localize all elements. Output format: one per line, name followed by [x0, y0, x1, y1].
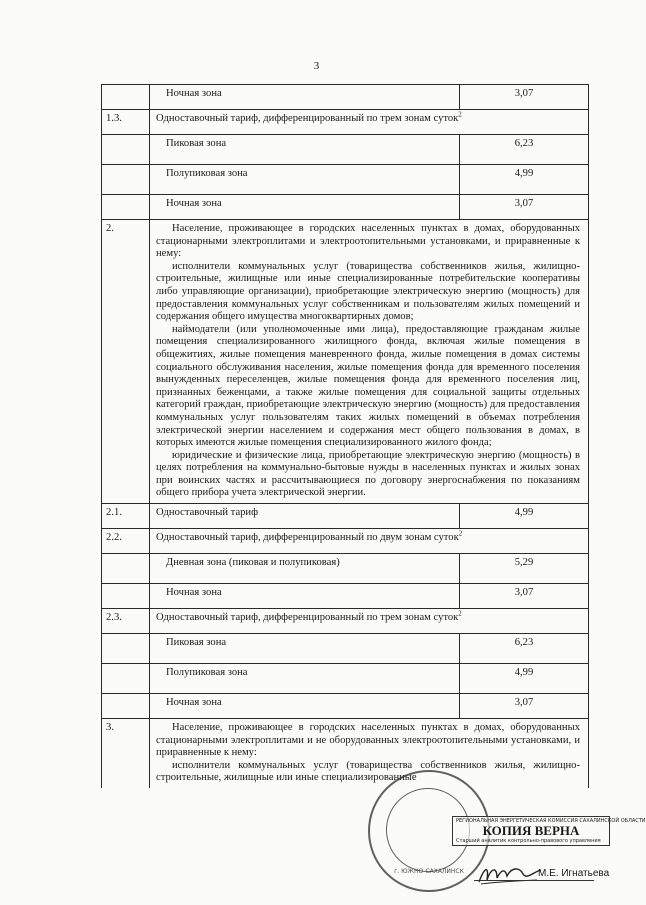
table-row	[102, 694, 589, 719]
row-number: 1.3.	[102, 110, 150, 135]
stamp-org-line: РЕГИОНАЛЬНАЯ ЭНЕРГЕТИЧЕСКАЯ КОМИССИЯ САХАЛИНСКОЙ ОБЛАСТИ	[456, 818, 646, 824]
table-row	[102, 135, 589, 165]
row-label: Полупиковая зона	[150, 664, 460, 694]
row-value: 3,07	[460, 85, 589, 110]
row-heading: Одноставочный тариф, дифференцированный по двум зонам суток$^2$	[150, 529, 589, 554]
row-number: 2.1.	[102, 504, 150, 529]
table-row	[102, 220, 589, 504]
row-number: 2.	[102, 220, 150, 504]
table-row	[102, 110, 589, 135]
seal-text: г. ЮЖНО-САХАЛИНСК	[394, 868, 464, 875]
row-value: 3,07	[460, 195, 589, 220]
table-row	[102, 529, 589, 554]
row-value: 4,99	[460, 664, 589, 694]
row-value: 4,99	[460, 504, 589, 529]
signer-name: М.Е. Игнатьева	[538, 868, 610, 879]
signature-icon	[475, 862, 545, 888]
row-value: 3,07	[460, 584, 589, 609]
row-heading: Одноставочный тариф, дифференцированный по трем зонам суток$^2$	[150, 110, 589, 135]
row-value: 6,23	[460, 634, 589, 664]
row-value: 4,99	[460, 165, 589, 195]
row-label: Ночная зона	[150, 584, 460, 609]
row-value: 6,23	[460, 135, 589, 165]
row-value: 3,07	[460, 694, 589, 719]
row-value: 5,29	[460, 554, 589, 584]
table-row	[102, 165, 589, 195]
row-label: Пиковая зона	[150, 135, 460, 165]
table-row	[102, 584, 589, 609]
table-row	[102, 554, 589, 584]
table-row	[102, 195, 589, 220]
table-row	[102, 634, 589, 664]
row-number: 2.2.	[102, 529, 150, 554]
row-label: Ночная зона	[150, 195, 460, 220]
row-label: Ночная зона	[150, 694, 460, 719]
row-description: Население, проживающее в городских населенных пунктах в домах, оборудованных стационарными электроплитами и не оборудованных электроотопительными установками, и приравненные к нему: исполнители коммунальных услуг (товарищества собственников жилья, жилищно-строительные, жилищные или иные специализированные	[150, 719, 589, 788]
row-label: Пиковая зона	[150, 634, 460, 664]
page-number: 3	[313, 60, 320, 72]
row-number: 2.3.	[102, 609, 150, 634]
row-label: Полупиковая зона	[150, 165, 460, 195]
tariff-table	[101, 84, 589, 788]
row-label: Дневная зона (пиковая и полупиковая)	[150, 554, 460, 584]
table-row	[102, 85, 589, 110]
signature-line	[474, 880, 594, 881]
copy-certified-stamp	[452, 816, 646, 846]
table-row	[102, 664, 589, 694]
table-row	[102, 504, 589, 529]
table-row	[102, 609, 589, 634]
table-row	[102, 719, 589, 788]
stamp-main-text: КОПИЯ ВЕРНА	[482, 823, 580, 838]
row-label: Ночная зона	[150, 85, 460, 110]
row-number: 3.	[102, 719, 150, 788]
row-heading: Одноставочный тариф, дифференцированный по трем зонам суток$^2$	[150, 609, 589, 634]
row-label: Одноставочный тариф	[150, 504, 460, 529]
stamp-position-line: Старший аналитик контрольно-правового управления	[456, 838, 601, 844]
row-description: Население, проживающее в городских населенных пунктах в домах, оборудованных стационарными электроплитами и электроотопительными установками, и приравненные к нему: исполнители коммунальных услуг (товарищества собственников жилья, жилищно-строительные, жилищные или иные специализированные потребительские кооперативы либо управляющие организации), приобретающие электрическую энергию (мощность) для предоставления коммунальных услуг собственникам и пользователям жилых помещений и содержания общего имущества многоквартирных домов; наймодатели (или уполномоченные ими лица), предоставляющие гражданам жилые помещения специализированного жилищного фонда, включая жилые помещения в общежитиях, жилые помещения маневренного фонда, жилые помещения в домах системы социального обслуживания населения, жилые помещения фонда для временного поселения вынужденных переселенцев, жилые помещения фонда для временного поселения лиц, признанных беженцами, а также жилые помещения для социальной защиты отдельных категорий граждан, приобретающие электрическую энергию (мощность) для предоставления коммунальных услуг пользователям таких жилых помещений в объемах потребления электрической энергии населением и содержания мест общего пользования в домах, в которых имеются жилые помещения специализированного жилого фонда; юридические и физические лица, приобретающие электрическую энергию (мощность) в целях потребления на коммунально-бытовые нужды в населенных пунктах и жилых зонах при воинских частях и рассчитывающиеся по договору энергоснабжения по показаниям общего прибора учета электрической энергии.	[150, 220, 589, 504]
